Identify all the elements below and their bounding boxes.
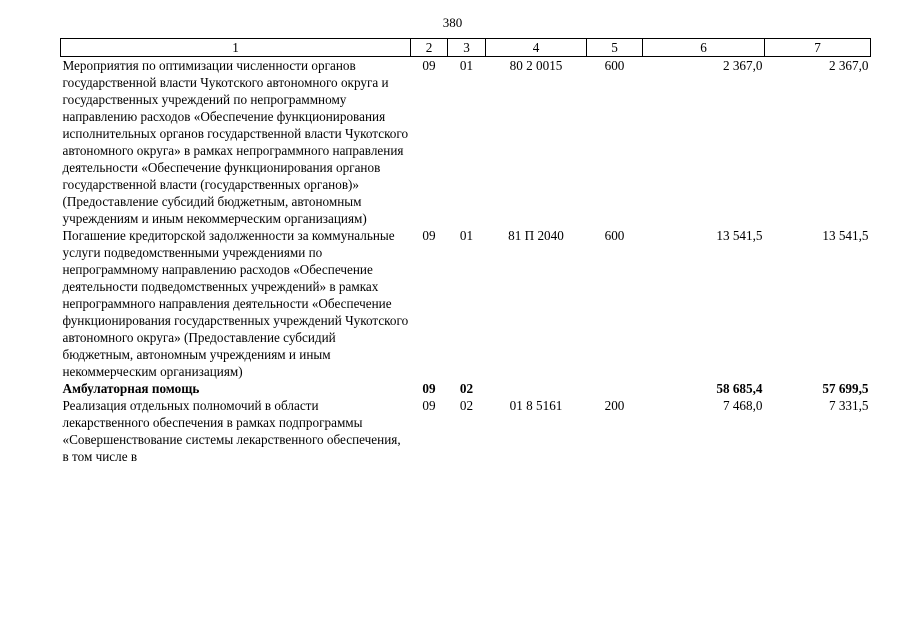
row-description: Мероприятия по оптимизации численности органов государственной власти Чукотского автономного округа и государственных учреждений по непрограммному направлению расходов «Обеспечение функционирования исполнительных органов государственной власти Чукотского автономного округа» в рамках непрограммного направления деятельности «Обеспечение функционирования органов государственной власти (государственных органов)» (Предоставление субсидий бюджетным, автономным учреждениям и иным некоммерческим организациям) [62, 58, 409, 226]
row-section: 09 [422, 398, 436, 413]
table-row [61, 380, 871, 397]
table-row [61, 57, 871, 228]
col-header-6: 6 [643, 39, 765, 57]
row-amount-2: 57 699,5 [822, 381, 869, 396]
row-target: 80 2 0015 [509, 58, 563, 73]
row-expense-type [587, 380, 643, 397]
row-subsection: 02 [459, 398, 474, 413]
budget-table [60, 38, 871, 465]
row-amount-1: 2 367,0 [722, 58, 763, 73]
table-row [61, 227, 871, 380]
row-section: 09 [422, 381, 436, 396]
row-amount-1: 7 468,0 [722, 398, 763, 413]
row-amount-2: 2 367,0 [828, 58, 869, 73]
row-amount-2: 13 541,5 [822, 228, 869, 243]
page-number: 380 [442, 15, 463, 30]
col-header-1: 1 [61, 39, 411, 57]
row-target: 01 8 5161 [509, 398, 563, 413]
col-header-5: 5 [587, 39, 643, 57]
row-amount-1: 13 541,5 [716, 228, 763, 243]
row-description: Реализация отдельных полномочий в области лекарственного обеспечения в рамках подпрограммы «Совершенствование системы лекарственного обеспечения, в том числе в [62, 398, 401, 464]
row-subsection: 01 [459, 58, 474, 73]
row-target: 81 П 2040 [508, 228, 564, 243]
row-description: Погашение кредиторской задолженности за коммунальные услуги подведомственными учреждениями по непрограммному направлению расходов «Обеспечение деятельности подведомственных учреждений» в рамках непрограммного направления деятельности «Обеспечение функционирования государственных учреждений Чукотского автономного округа» (Предоставление субсидий бюджетным, автономным учреждениям и иным некоммерческим организациям) [62, 228, 409, 379]
row-subsection: 02 [459, 381, 474, 396]
row-expense-type: 200 [604, 398, 625, 413]
row-description: Амбулаторная помощь [62, 381, 200, 396]
row-target [486, 380, 587, 397]
row-amount-1: 58 685,4 [716, 381, 763, 396]
row-amount-2: 7 331,5 [828, 398, 869, 413]
col-header-4: 4 [486, 39, 587, 57]
header-row [61, 39, 871, 57]
row-section: 09 [422, 58, 436, 73]
col-header-3: 3 [448, 39, 486, 57]
row-expense-type: 600 [604, 228, 625, 243]
col-header-7: 7 [765, 39, 871, 57]
row-expense-type: 600 [604, 58, 625, 73]
col-header-2: 2 [411, 39, 448, 57]
row-subsection: 01 [459, 228, 474, 243]
table-row [61, 397, 871, 465]
row-section: 09 [422, 228, 436, 243]
